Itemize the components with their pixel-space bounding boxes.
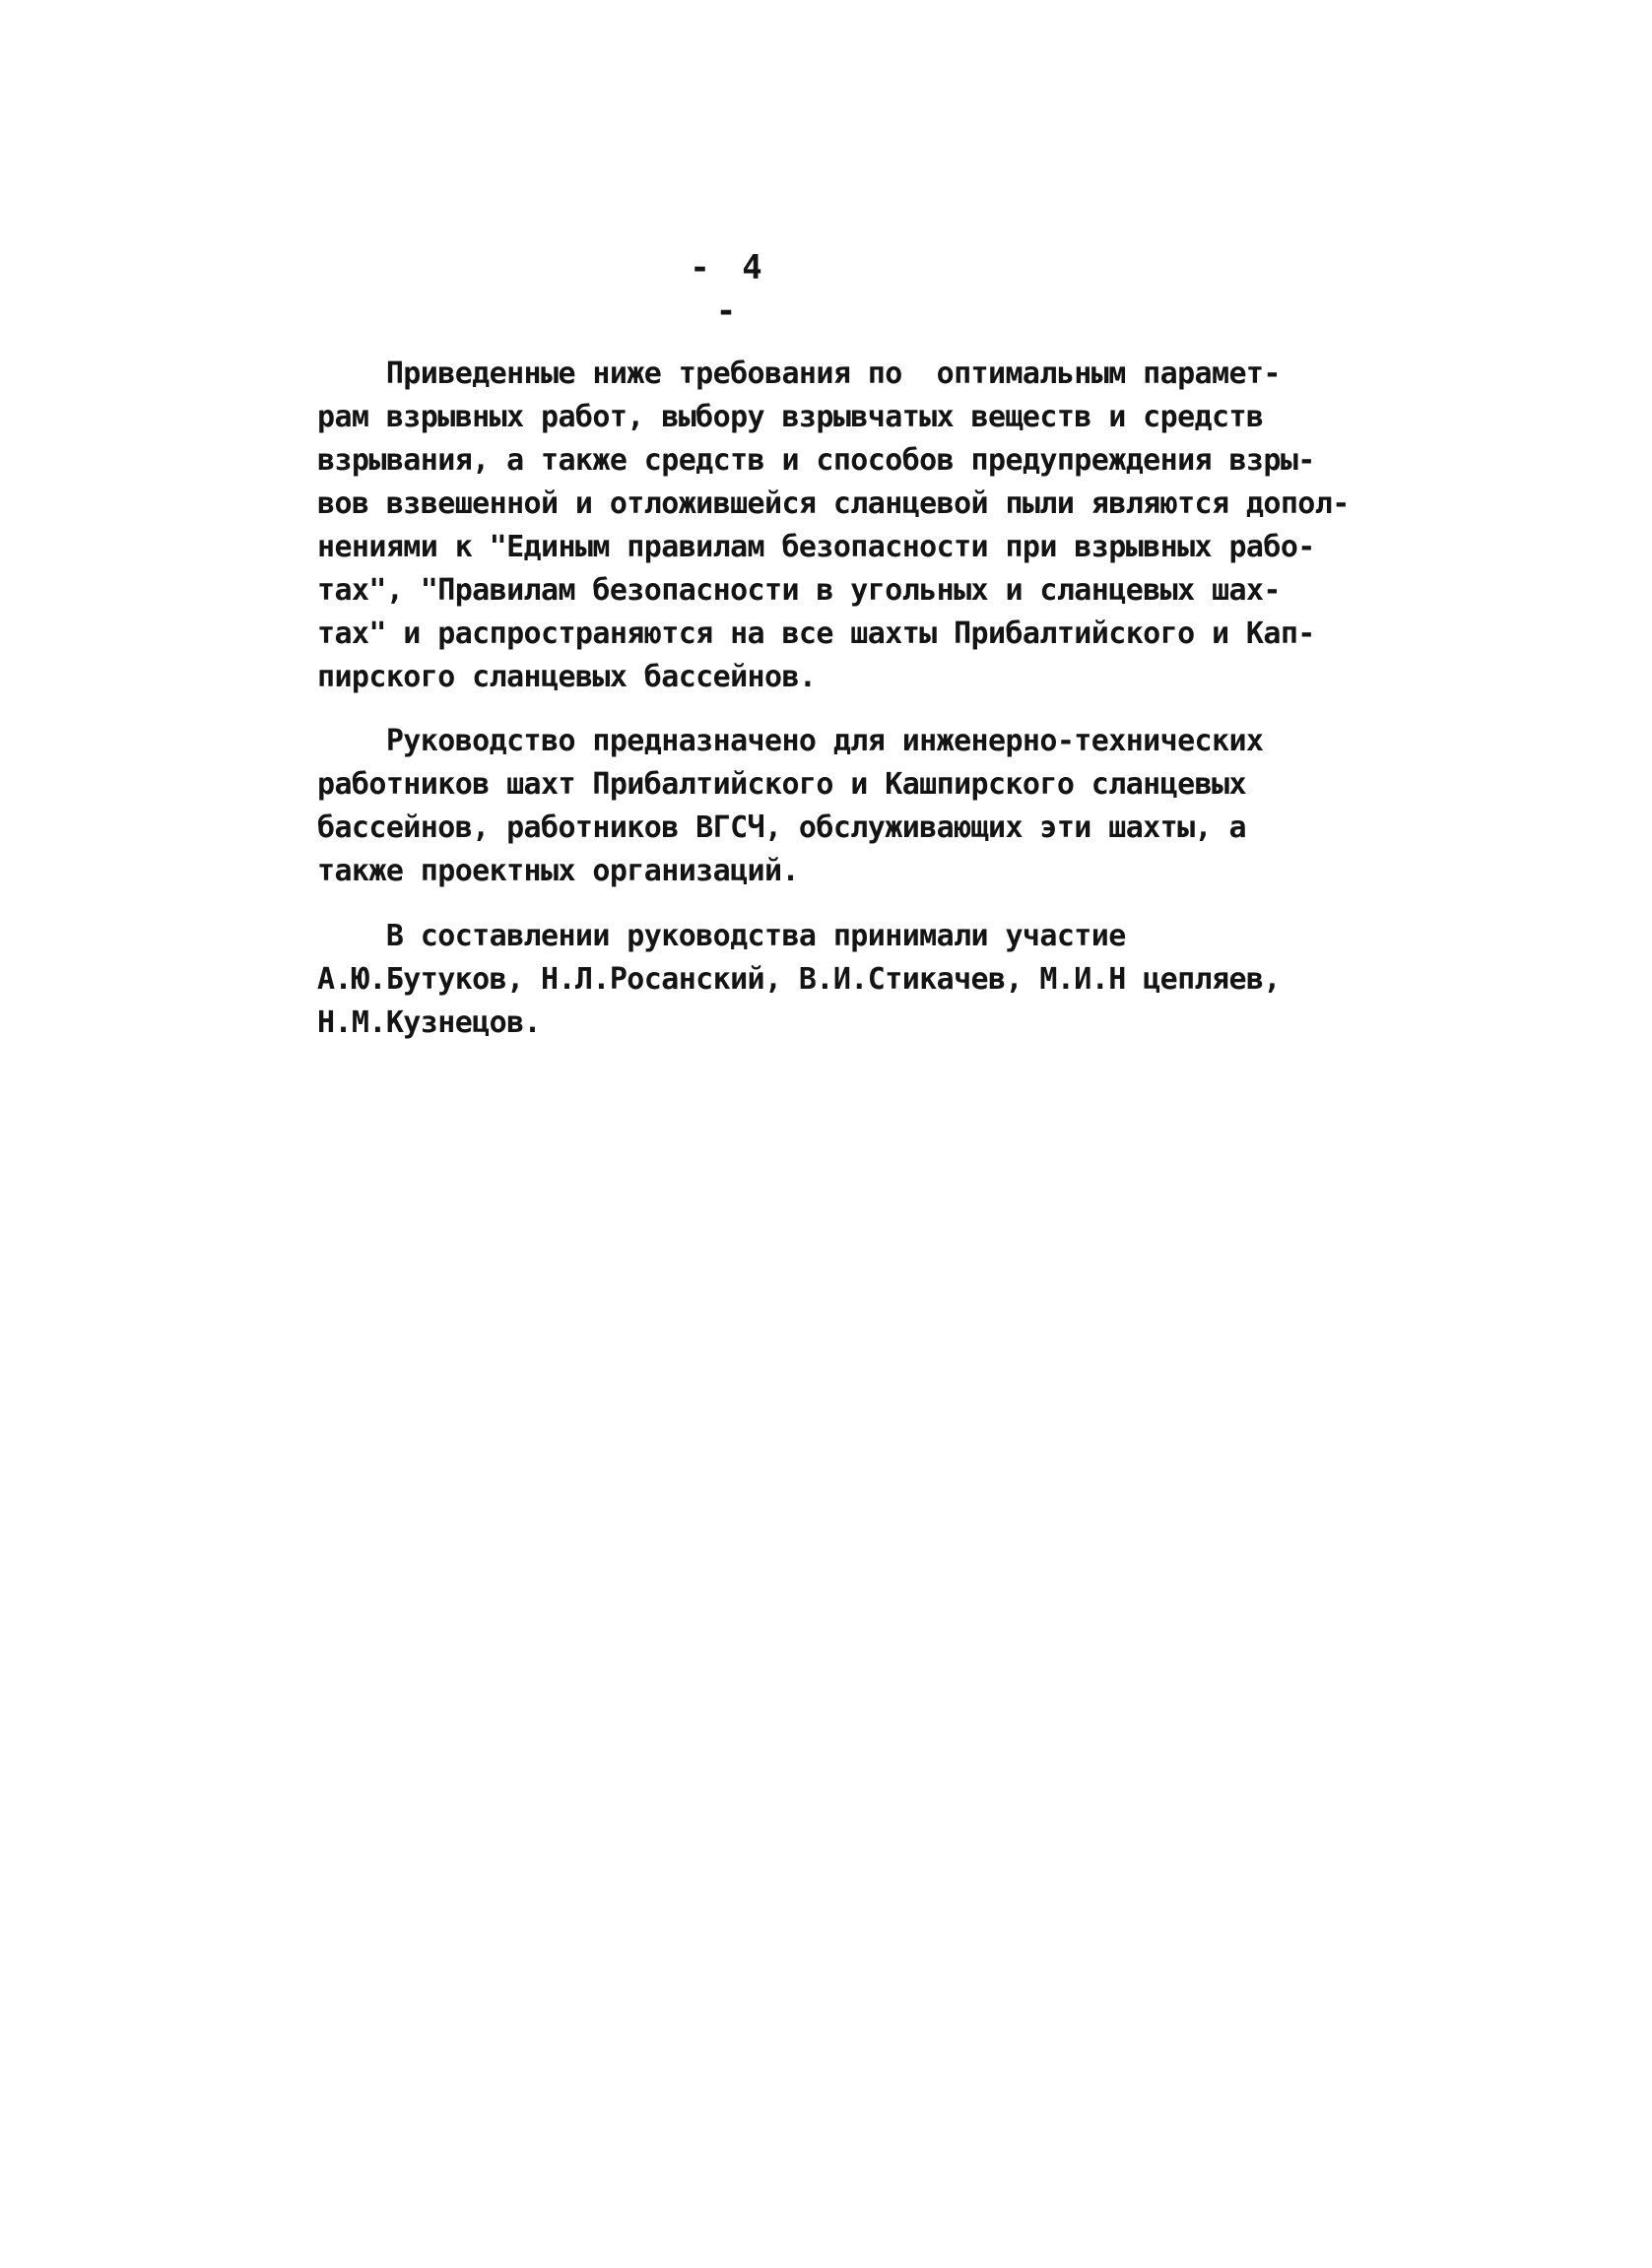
page-number: - 4 - (690, 248, 768, 331)
text-line: работников шахт Прибалтийского и Кашпирского сланцевых (317, 767, 1246, 802)
text-line: Приведенные ниже требования по оптимальным парамет- (317, 356, 1281, 391)
text-line: взрывания, а также средств и способов предупреждения взры- (317, 443, 1315, 478)
text-line: В составлении руководства принимали участие (317, 919, 1126, 953)
text-line: также проектных организаций. (317, 854, 799, 888)
text-line: вов взвешенной и отложившейся сланцевой пыли являются допол- (317, 486, 1350, 521)
paragraph-intended-audience (317, 720, 1401, 893)
text-line: Н.М.Кузнецов. (317, 1005, 541, 1040)
paragraph-contributors (317, 915, 1401, 1045)
paragraph-requirements-scope (317, 353, 1401, 699)
text-line: нениями к "Единым правилам безопасности при взрывных рабо- (317, 530, 1315, 564)
text-line: А.Ю.Бутуков, Н.Л.Росанский, В.И.Стикачев, М.И.Н цепляев, (317, 962, 1281, 997)
text-line: пирского сланцевых бассейнов. (317, 660, 817, 694)
text-line: Руководство предназначено для инженерно-технических (317, 724, 1264, 758)
text-line: тах", "Правилам безопасности в угольных и сланцевых шах- (317, 573, 1281, 608)
text-line: бассейнов, работников ВГСЧ, обслуживающих эти шахты, а (317, 810, 1246, 845)
text-line: рам взрывных работ, выбору взрывчатых веществ и средств (317, 400, 1264, 434)
text-line: тах" и распространяются на все шахты Прибалтийского и Кап- (317, 616, 1315, 651)
